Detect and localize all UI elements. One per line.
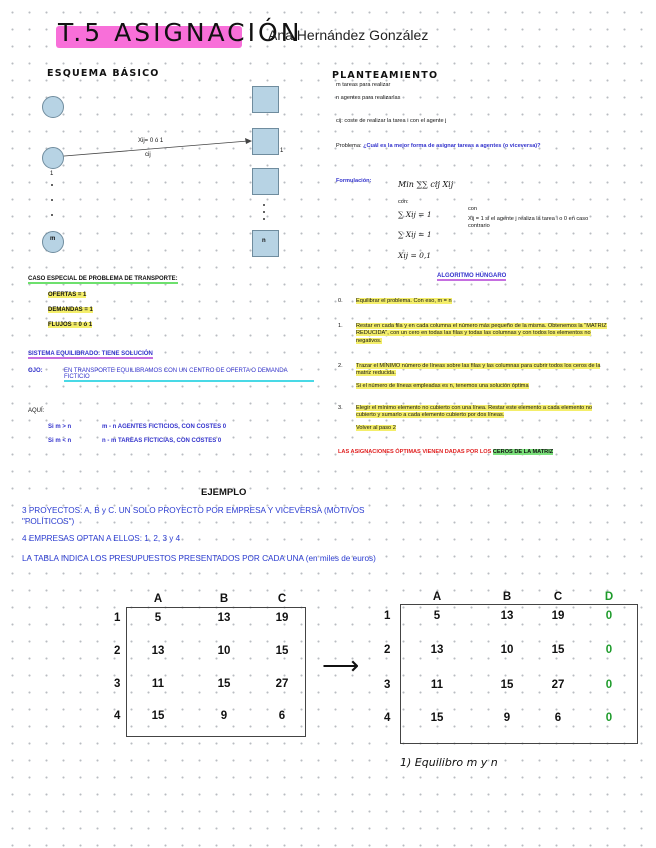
balanced-table-cell: 13 <box>500 610 514 622</box>
cost-table-cell: 6 <box>278 710 286 722</box>
task-node <box>42 96 64 118</box>
constraint-2: ∑ Xij = 1 <box>398 230 432 239</box>
balanced-table-cell: 0 <box>605 610 613 622</box>
balanced-table-cell: 11 <box>430 679 444 691</box>
balanced-table-col-header: C <box>553 591 563 603</box>
cost-table-cell: 15 <box>217 678 231 690</box>
ojo-label: OJO: <box>28 368 43 374</box>
constraint-3: Xij = 0,1 <box>398 251 432 260</box>
balanced-table-cell: 0 <box>605 644 613 656</box>
ejemplo-line2: 4 EMPRESAS OPTAN A ELLOS: 1, 2, 3 y 4 <box>22 534 181 543</box>
step3: Elegir el mínimo elemento no cubierto con una línea. Restar este elemento a cada elemento no cubierto y sumarlo a cada elemento cubierto por dos líneas. <box>356 405 593 419</box>
balanced-table-row-header: 2 <box>384 644 391 656</box>
ojo-text: EN TRANSPORTE EQUILIBRAMOS CON UN CENTRO DE OFERTA O DEMANDA FICTICIO <box>64 368 314 382</box>
si1-cond: Si m > n <box>48 424 72 430</box>
plant-line2: n agentes para realizarlas <box>336 95 401 101</box>
step2: Trazar el MÍNIMO número de líneas sobre las filas y las columnas para cubrir todos los ceros de la matriz reducida. <box>356 363 601 377</box>
problema-line <box>336 143 541 150</box>
balanced-table-cell: 27 <box>551 679 565 691</box>
step3-num: 3. <box>338 405 343 411</box>
constraint-1: ∑ Xij = 1 <box>398 210 432 219</box>
agent-node <box>252 128 279 155</box>
problema-label: Problema: <box>336 143 362 149</box>
formulacion-label: Formulación: <box>336 178 372 184</box>
balanced-table-col-header: D <box>604 591 614 603</box>
balanced-table-row-header: 3 <box>384 679 391 691</box>
cost-table-cell: 10 <box>217 645 231 657</box>
balanced-table-row-header: 4 <box>384 712 391 724</box>
page-title: T.5 ASIGNACIÓN <box>58 18 303 47</box>
agent-node <box>252 168 279 195</box>
cost-table-row-header: 1 <box>114 612 121 624</box>
footnote: 1) Equilibro m y n <box>400 756 498 769</box>
esquema-diagram <box>0 0 656 300</box>
cost-label: cij <box>145 152 151 158</box>
balanced-table-cell: 10 <box>500 644 514 656</box>
problema-text: ¿Cuál es la mejor forma de asignar tareas a agentes (o viceversa)? <box>363 143 541 149</box>
cost-table-cell: 5 <box>154 612 162 624</box>
aqui-label: AQUÍ: <box>28 408 45 414</box>
ejemplo-heading: EJEMPLO <box>201 487 247 498</box>
ofertas: OFERTAS = 1 <box>48 292 87 298</box>
cost-table-cell: 9 <box>220 710 228 722</box>
si2-res: n - m TAREAS FICTICIAS, CON COSTES 0 <box>102 438 222 444</box>
cost-table-row-header: 3 <box>114 678 121 690</box>
node-label-n: n <box>262 238 266 244</box>
cost-table-cell: 13 <box>151 645 165 657</box>
demandas: DEMANDAS = 1 <box>48 307 93 313</box>
edge-label: Xij= 0 ó 1 <box>138 138 164 144</box>
node-label-1: 1 <box>50 171 54 177</box>
cost-table-row-header: 4 <box>114 710 121 722</box>
cost-table-cell: 15 <box>275 645 289 657</box>
balanced-table-cell: 15 <box>430 712 444 724</box>
node-label-m: m <box>50 236 56 242</box>
objective: Min ∑∑ cij Xij <box>398 180 454 189</box>
final-note: LAS ASIGNACIONES ÓPTIMAS VIENEN DADAS POR LOS CEROS DE LA MATRIZ <box>338 449 554 455</box>
cost-table-col-header: A <box>153 593 163 605</box>
balanced-table-row-header: 1 <box>384 610 391 622</box>
agent-node <box>252 86 279 113</box>
balanced-table-cell: 6 <box>554 712 562 724</box>
balanced-table-cell: 15 <box>551 644 565 656</box>
plant-line1: m tareas para realizar <box>336 82 391 88</box>
step1: Restar en cada fila y en cada columna el número más pequeño de la misma. Obtenemos la "MATRIZ REDUCIDA", con un cero en todas las filas y todas las columnas y con todos los elementos no negativos. <box>356 323 607 344</box>
hungaro-heading: ALGORITMO HÚNGARO <box>437 273 507 279</box>
balanced-table-cell: 9 <box>503 712 511 724</box>
especial-heading: CASO ESPECIAL DE PROBLEMA DE TRANSPORTE: <box>28 276 178 282</box>
ejemplo-line1: 3 PROYECTOS: A, B y C. UN SOLO PROYECTO POR EMPRESA Y VICEVERSA (MOTIVOS "POLÍTICOS") <box>22 506 365 527</box>
cost-table-row-header: 2 <box>114 645 121 657</box>
balanced-table-col-header: A <box>432 591 442 603</box>
step3b: Volver al paso 2 <box>356 425 396 431</box>
step0-num: 0. <box>338 298 343 304</box>
note-con: con <box>468 206 478 212</box>
balanced-table-cell: 15 <box>500 679 514 691</box>
balanced-table-cell: 13 <box>430 644 444 656</box>
balanced-table-cell: 5 <box>433 610 441 622</box>
ejemplo-line3: LA TABLA INDICA LOS PRESUPUESTOS PRESENTADOS POR CADA UNA (en miles de euros) <box>22 554 376 563</box>
balanced-table-cell: 19 <box>551 610 565 622</box>
planteamiento-heading: PLANTEAMIENTO <box>332 70 439 81</box>
task-node <box>42 147 64 169</box>
si2-cond: Si m < n <box>48 438 72 444</box>
cost-table-cell: 13 <box>217 612 231 624</box>
step2b: Si el número de líneas empleadas es n, tenemos una solución óptima <box>356 383 529 389</box>
xij-note: Xij = 1 si el agente j realiza la tarea i o 0 en caso contrario <box>468 216 589 230</box>
plant-line3: cij: coste de realizar la tarea i con el agente j <box>336 118 447 124</box>
cost-table-col-header: C <box>277 593 287 605</box>
cost-table-col-header: B <box>219 593 229 605</box>
si1-res: m - n AGENTES FICTICIOS, CON COSTES 0 <box>102 424 227 430</box>
cost-table-cell: 15 <box>151 710 165 722</box>
balanced-table-cell: 0 <box>605 712 613 724</box>
cost-table-cell: 19 <box>275 612 289 624</box>
arrow-head <box>245 138 252 144</box>
cost-table-cell: 11 <box>151 678 165 690</box>
step0: Equilibrar el problema. Con eso, m = n <box>356 298 452 304</box>
node-label-1-right: 1 <box>280 148 284 154</box>
balanced-table-col-header: B <box>502 591 512 603</box>
esquema-heading: ESQUEMA BÁSICO <box>47 68 160 79</box>
cost-table-cell: 27 <box>275 678 289 690</box>
balanced-table-cell: 0 <box>605 679 613 691</box>
flujos: FLUJOS = 0 ó 1 <box>48 322 93 328</box>
author-name: Ana Hernández González <box>268 27 429 43</box>
arrow-icon: ⟶ <box>322 650 360 680</box>
equilibrado: SISTEMA EQUILIBRADO: TIENE SOLUCIÓN <box>28 351 153 357</box>
step2-num: 2. <box>338 363 343 369</box>
step1-num: 1. <box>338 323 343 329</box>
task-node-m <box>42 231 64 253</box>
con-label: con: <box>398 199 409 205</box>
